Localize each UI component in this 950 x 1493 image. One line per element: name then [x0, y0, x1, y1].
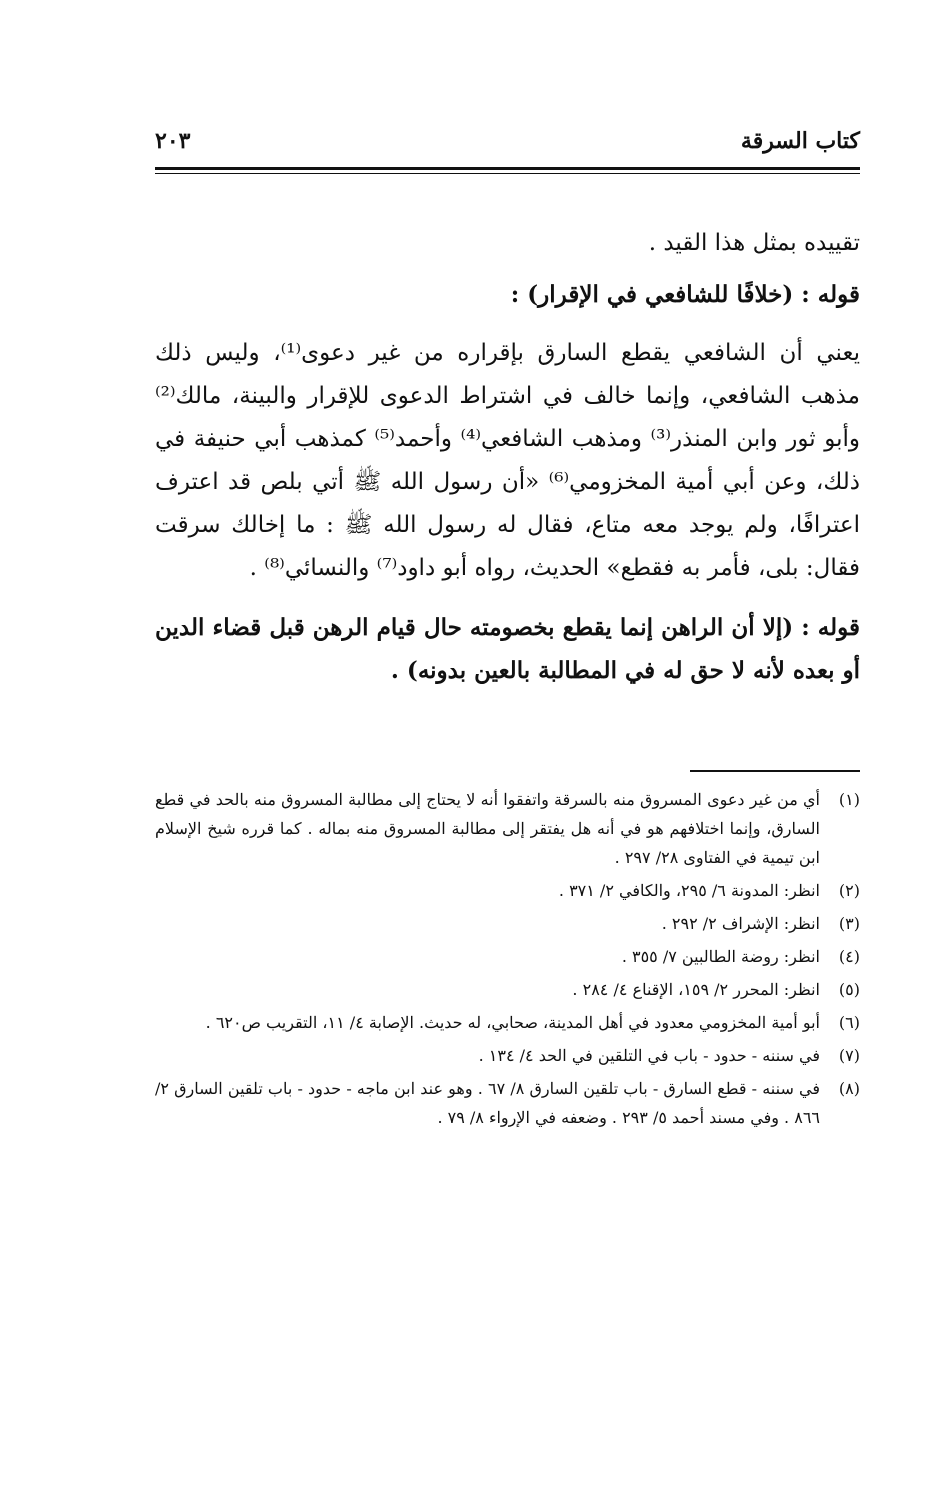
header-rule-thin [155, 173, 860, 174]
footnote-number: (٥) [838, 980, 860, 999]
footnote-item [155, 785, 860, 872]
page-number: ٢٠٣ [155, 128, 191, 154]
footnote-text: انظر: المدونة ٦/ ٢٩٥، والكافي ٢/ ٣٧١ . [558, 881, 820, 900]
footnote-text: انظر: روضة الطالبين ٧/ ٣٥٥ . [621, 947, 820, 966]
footnote-number: (١) [838, 790, 860, 809]
footnote-number: (٧) [838, 1046, 860, 1065]
footnote-item [155, 876, 860, 905]
footnote-number: (٦) [838, 1013, 860, 1032]
footnote-item [155, 975, 860, 1004]
footnote-number: (٨) [838, 1079, 860, 1098]
footnote-text: في سننه - حدود - باب في التلقين في الحد ٤/ ١٣٤ . [478, 1046, 820, 1065]
footnote-item [155, 1008, 860, 1037]
footnotes [155, 785, 860, 1136]
page-header [155, 128, 860, 162]
footnote-item [155, 909, 860, 938]
running-title: كتاب السرقة [740, 128, 860, 154]
footnote-item [155, 942, 860, 971]
footnote-text: انظر: المحرر ٢/ ١٥٩، الإقناع ٤/ ٢٨٤ . [572, 980, 820, 999]
paragraph-1: تقييده بمثل هذا القيد . [648, 230, 860, 256]
header-rule-thick [155, 167, 860, 170]
footnote-separator [690, 770, 860, 772]
main-text [155, 222, 860, 708]
footnote-text: أبو أمية المخزومي معدود في أهل المدينة، صحابي، له حديث. الإصابة ٤/ ١١، التقريب ص٦٢٠ . [205, 1013, 820, 1032]
footnote-item [155, 1074, 860, 1132]
footnote-text: في سننه - قطع السارق - باب تلقين السارق ٨/ ٦٧ . وهو عند ابن ماجه - حدود - باب تلقين السارق ٢/ ٨٦٦ . وفي مسند أحمد ٥/ ٢٩٣ . وضعفه في الإرواء ٨/ ٧٩ . [155, 1079, 820, 1127]
footnote-item [155, 1041, 860, 1070]
paragraph-3: يعني أن الشافعي يقطع السارق بإقراره من غير دعوى⁽¹⁾، وليس ذلك مذهب الشافعي، وإنما خالف في اشتراط الدعوى للإقرار والبينة، مالك⁽²⁾ وأبو ثور وابن المنذر⁽³⁾ ومذهب الشافعي⁽⁴⁾ وأحمد⁽⁵⁾ كمذهب أبي حنيفة في ذلك، وعن أبي أمية المخزومي⁽⁶⁾ «أن رسول الله ﷺ أتي بلص قد اعترف اعترافًا، ولم يوجد معه متاع، فقال له رسول الله ﷺ : ما إخالك سرقت فقال: بلى، فأمر به فقطع» الحديث، رواه أبو داود⁽⁷⁾ والنسائي⁽⁸⁾ . [155, 340, 860, 581]
footnote-text: أي من غير دعوى المسروق منه بالسرقة واتفقوا أنه لا يحتاج إلى مطالبة المسروق منه بالحد في قطع السارق، وإنما اختلافهم هو في أنه هل يفتقر إلى مطالبة المسروق منه بماله . كما قرره شيخ الإسلام ابن تيمية في الفتاوى ٢٨/ ٢٩٧ . [155, 790, 820, 867]
footnote-number: (٤) [838, 947, 860, 966]
footnote-text: انظر: الإشراف ٢/ ٢٩٢ . [661, 914, 820, 933]
paragraph-2-heading: قوله : (خلافًا للشافعي في الإقرار) : [510, 281, 860, 308]
footnote-number: (٣) [838, 914, 860, 933]
footnote-number: (٢) [838, 881, 860, 900]
paragraph-4-heading: قوله : (إلا أن الراهن إنما يقطع بخصومته حال قيام الرهن قبل قضاء الدين أو بعده لأنه لا حق له في المطالبة بالعين بدونه) . [155, 614, 860, 684]
